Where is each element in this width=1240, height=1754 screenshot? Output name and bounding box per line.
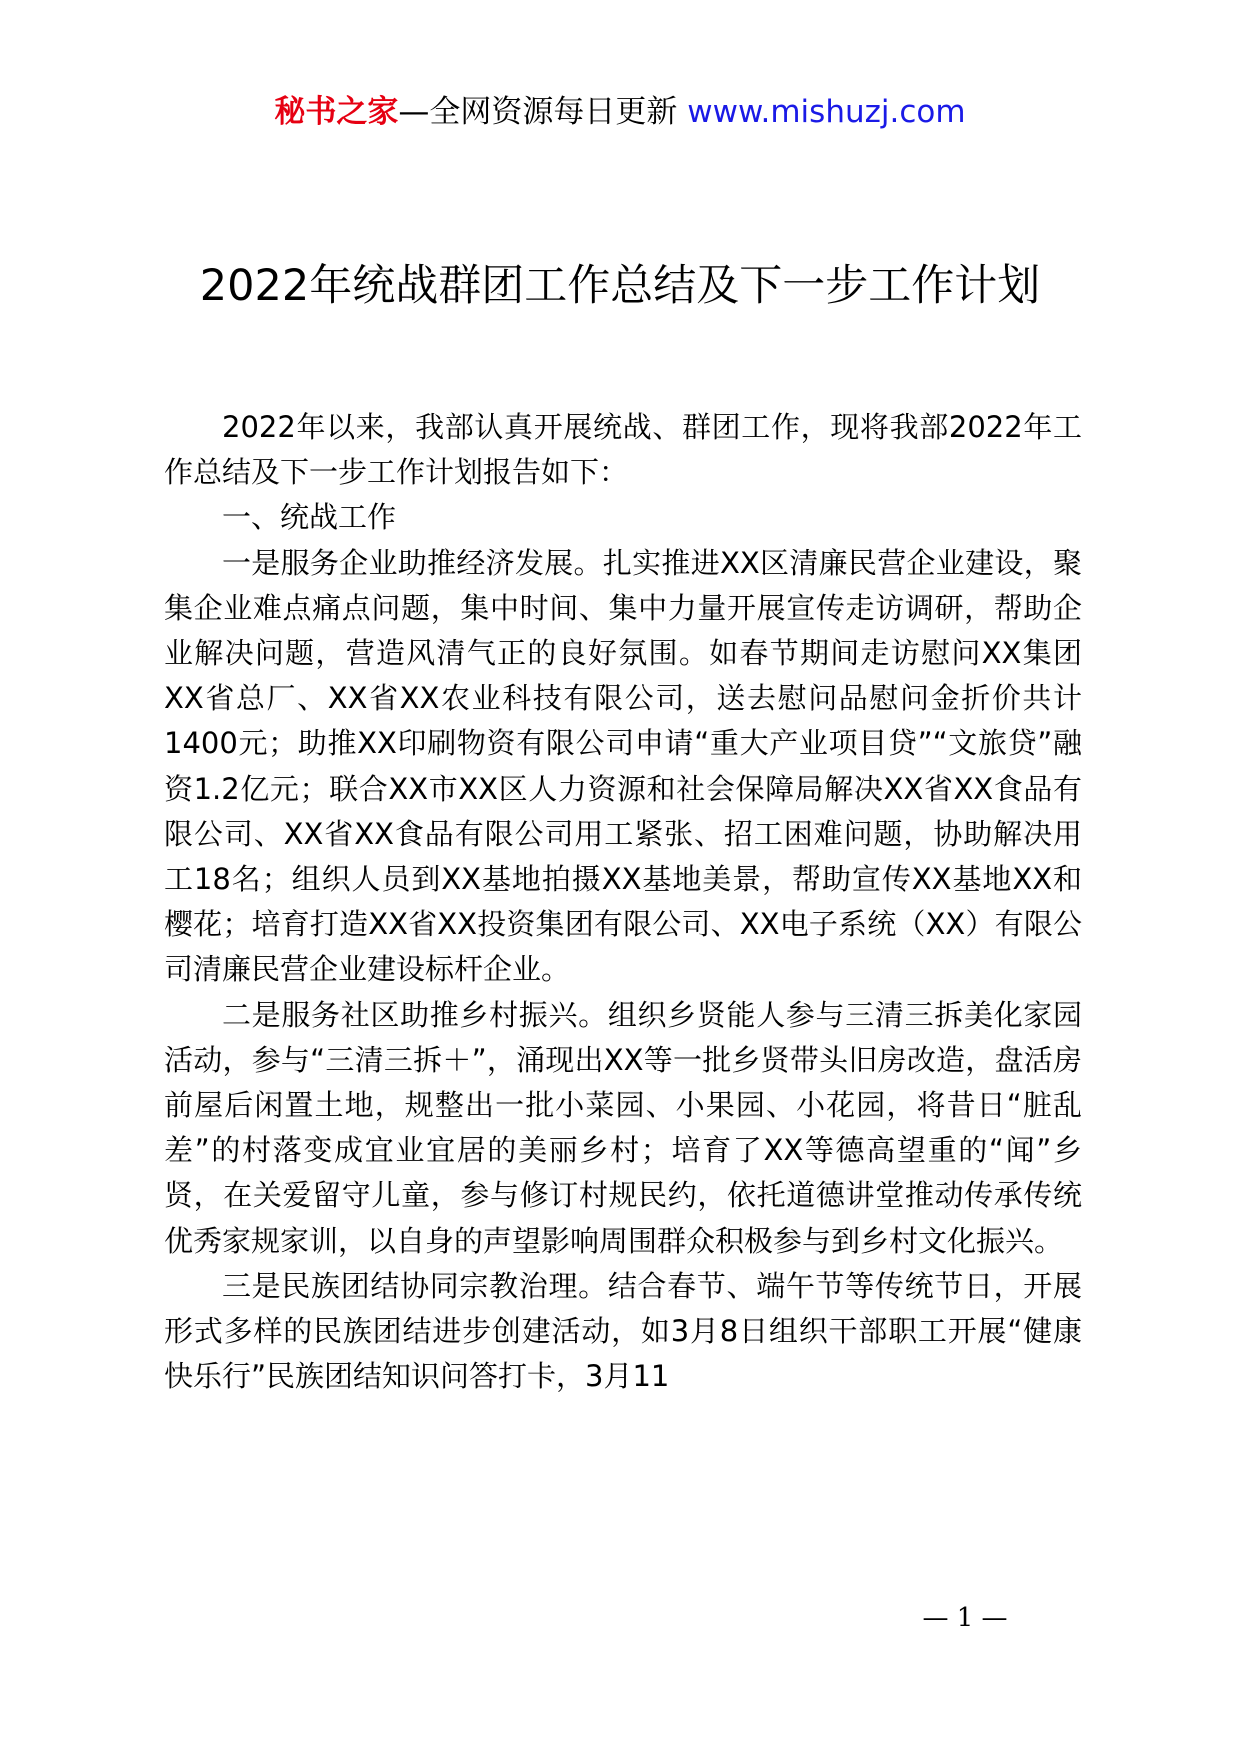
intro-paragraph: 2022年以来，我部认真开展统战、群团工作，现将我部2022年工作总结及下一步工作计划报告如下： [164,410,1082,490]
body-paragraph: 一是服务企业助推经济发展。扎实推进XX区清廉民营企业建设，聚集企业难点痛点问题，集中时间、集中力量开展宣传走访调研，帮助企业解决问题，营造风清气正的良好氛围。如春节期间走访慰问XX集团XX省总厂、XX省XX农业科技有限公司，送去慰问品慰问金折价共计1400元；助推XX印刷物资有限公司申请“重大产业项目贷”“文旅贷”融资1.2亿元；联合XX市XX区人力资源和社会保障局解决XX省XX食品有限公司、XX省XX食品有限公司用工紧张、招工困难问题，协助解决用工18名；组织人员到XX基地拍摄XX基地美景，帮助宣传XX基地XX和樱花；培育打造XX省XX投资集团有限公司、XX电子系统（XX）有限公司清廉民营企业建设标杆企业。 [164,545,1082,987]
body-paragraph: 二是服务社区助推乡村振兴。组织乡贤能人参与三清三拆美化家园活动，参与“三清三拆＋”，涌现出XX等一批乡贤带头旧房改造，盘活房前屋后闲置土地，规整出一批小菜园、小果园、小花园，将昔日“脏乱差”的村落变成宜业宜居的美丽乡村；培育了XX等德高望重的“闻”乡贤，在关爱留守儿童，参与修订村规民约，依托道德讲堂推动传承传统优秀家规家训，以自身的声望影响周围群众积极参与到乡村文化振兴。 [164,997,1082,1258]
body-paragraph: 三是民族团结协同宗教治理。结合春节、端午节等传统节日，开展形式多样的民族团结进步创建活动，如3月8日组织干部职工开展“健康快乐行”民族团结知识问答打卡，3月11 [164,1268,1082,1394]
document-title: 2022年统战群团工作总结及下一步工作计划 [199,261,1041,311]
document-body [164,405,1082,1399]
page-number: — 1 — [922,1603,1008,1633]
site-url: www.mishuzj.com [687,94,966,130]
site-banner [0,90,1240,134]
section-heading: 一、统战工作 [222,500,397,535]
site-brand: 秘书之家 [274,94,399,130]
site-tagline: —全网资源每日更新 [398,94,688,130]
